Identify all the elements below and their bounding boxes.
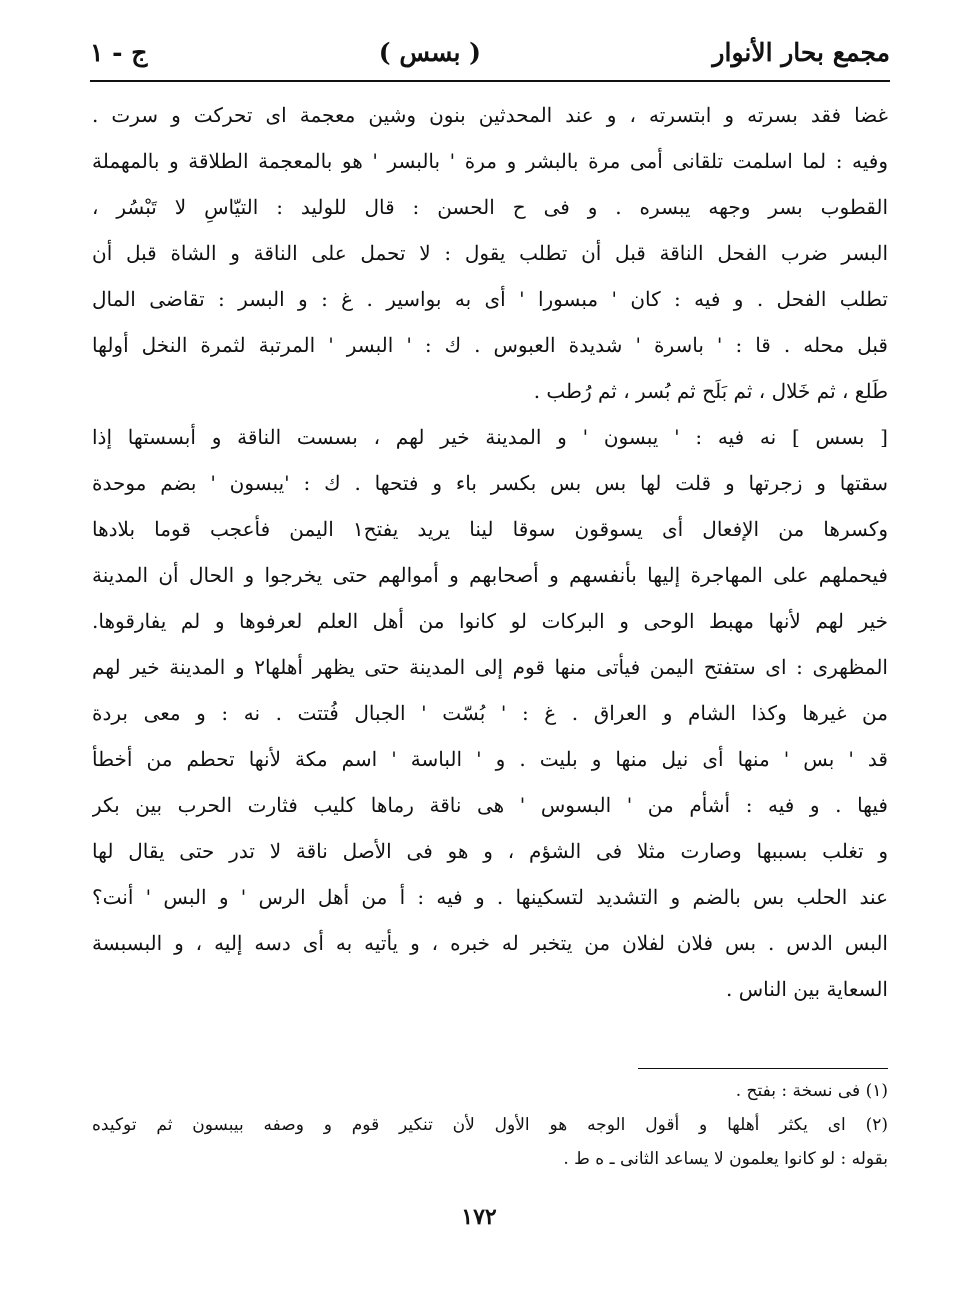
text-line: فيحملهم على المهاجرة إليها بأنفسهم و أصحابهم و أموالهم حتى يخرجوا و الحال أن المدينة <box>92 563 888 587</box>
text-line: خير لهم لأنها مهبط الوحى و البركات لو كانوا من أهل العلم لعرفوها و لم يفارقوها. <box>92 609 888 633</box>
book-title: مجمع بحار الأنوار <box>712 37 890 67</box>
text-line: [ بسس ] نه فيه : ' يبسون ' و المدينة خير لهم ، بسست الناقة و أبسستها إذا <box>92 425 888 449</box>
text-line: وفيه : لما اسلمت تلقانى أمى مرة بالبشر و مرة ' بالبسر ' هو بالمعجمة الطلاقة و بالمهملة <box>92 149 888 173</box>
footnote-line: (١) فى نسخة : بفتح . <box>735 1081 888 1101</box>
footnote-line: بقوله : لو كانوا يعلمون لا يساعد الثانى ـ ه ط . <box>563 1149 888 1169</box>
main-text <box>92 92 888 1012</box>
text-line: سقتها و زجرتها و قلت لها بس بس بكسر باء و فتحها . ك : 'يبسون ' بضم موحدة <box>92 471 888 495</box>
text-line: قد ' بس ' منها أى نيل منها و بليت . و ' الباسة ' اسم مكة لأنها تحطم من أخطأ <box>92 747 888 771</box>
text-line: عند الحلب بس بالضم و التشديد لتسكينها . و فيه : أ من أهل الرس ' و البس ' أنت؟ <box>92 885 888 909</box>
text-line: المظهرى : اى ستفتح اليمن فيأتى منها قوم إلى المدينة حتى يظهر أهلها٢ و المدينة خير لهم <box>92 655 888 679</box>
text-line: السعاية بين الناس . <box>726 977 888 1001</box>
text-line: طَلع ، ثم خَلال ، ثم بَلَح ثم بُسر ، ثم رُطب . <box>533 379 888 403</box>
text-line: وكسرها من الإفعال أى يسوقون سوقا لينا يريد يفتح١ اليمن فأعجب قوما بلادها <box>92 517 888 541</box>
text-line: القطوب بسر وجهه يبسره . و فى ح الحسن : قال للوليد : التيّاسِ لا تَبْسُر ، <box>92 195 888 219</box>
text-line: البس الدس . بس فلان لفلان من يتخبر له خبره ، و يأتيه به أى دسه إليه ، و البسبسة <box>92 931 888 955</box>
text-line: تطلب الفحل . و فيه : كان ' مبسورا ' أى به بواسير . غ : و البسر : تقاضى المال <box>92 287 888 311</box>
text-line: قبل محله . قا : ' باسرة ' شديدة العبوس . ك : ' البسر ' المرتبة لثمرة النخل أولها <box>92 333 888 357</box>
header-rule <box>90 80 890 82</box>
text-line: فيها . و فيه : أشأم من ' البسوس ' هى ناقة رماها كليب فثارت الحرب بين بكر <box>92 793 888 817</box>
page-number: ١٧٢ <box>461 1204 497 1230</box>
running-header <box>90 30 890 74</box>
footnotes <box>92 1074 888 1176</box>
footnote-rule <box>638 1068 888 1069</box>
entry-heading: ( بسس ) <box>378 37 481 67</box>
footnote-line: (٢) اى يكثر أهلها و أقول الوجه هو الأول لأن تنكير قوم و وصفه بيبسون ثم توكيده <box>92 1115 888 1135</box>
text-line: و تغلب بسببها وصارت مثلا فى الشؤم ، و هو فى الأصل ناقة لا تدر حتى يقال لها <box>92 839 888 863</box>
text-line: من غيرها وكذا الشام و العراق . غ : ' بُسّت ' الجبال فُتتت . نه : و معى بردة <box>92 701 888 725</box>
text-line: البسر ضرب الفحل الناقة قبل أن تطلب يقول : لا تحمل على الناقة و الشاة قبل أن <box>92 241 888 265</box>
volume-label: ج - ١ <box>90 37 148 67</box>
text-line: غضا فقد بسرته و ابتسرته ، و عند المحدثين بنون وشين معجمة اى تحركت و سرت . <box>92 103 888 127</box>
